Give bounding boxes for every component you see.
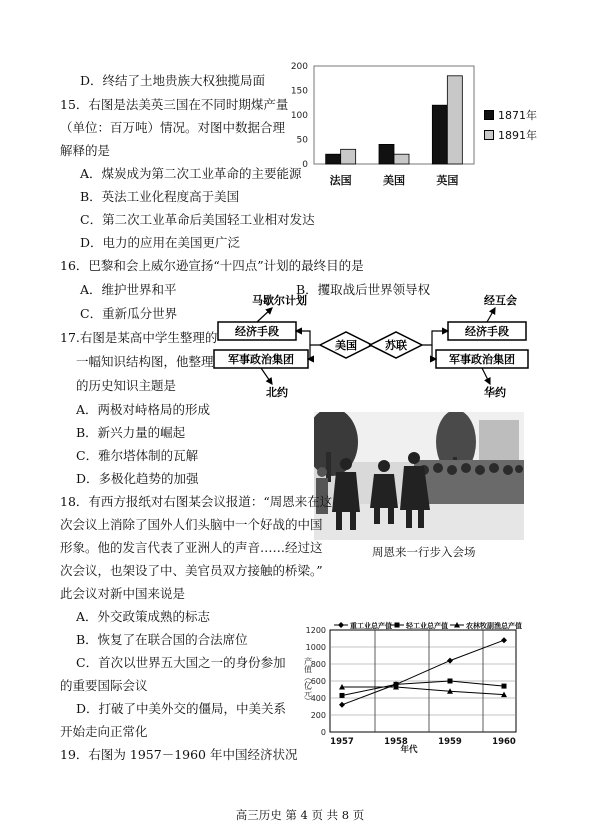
point-重工业总产值 [501, 637, 507, 643]
q15-option-c: C．第二次工业革命后美国轻工业相对发达 [80, 212, 315, 227]
point-重工业总产值 [447, 658, 453, 664]
label-comecon: 经互会 [484, 294, 517, 307]
coal-production-bar-chart [284, 56, 484, 192]
q16-option-c: C．重新瓜分世界 [80, 306, 178, 321]
q17-option-c: C．雅尔塔体制的瓦解 [76, 448, 199, 463]
label-marshall-plan: 马歇尔计划 [252, 294, 307, 307]
y-tick-label: 1200 [305, 626, 326, 635]
legend-marker [338, 622, 344, 628]
arrow-to-marshall [257, 308, 272, 322]
y-tick-label: 50 [296, 135, 308, 146]
q17-stem-line: 17.右图是某高中学生整理的 [60, 330, 218, 345]
q17-option-d: D．多极化趋势的加强 [76, 471, 199, 486]
q17-stem-line: 一幅知识结构图，他整理 [76, 354, 214, 369]
q15-stem-line: （单位：百万吨）情况。对图中数据合理 [60, 120, 286, 135]
chart1-legend [484, 107, 537, 147]
bar-1871年-美国 [379, 144, 394, 164]
box-econ-right-label: 经济手段 [465, 325, 509, 338]
box-mil-right-label: 军事政治集团 [449, 353, 515, 366]
arrow-to-comecon [487, 308, 495, 322]
x-axis-label: 年代 [400, 745, 418, 754]
box-mil-left-label: 军事政治集团 [228, 353, 294, 366]
bar-1871年-英国 [432, 105, 447, 164]
x-tick-label: 1960 [492, 737, 516, 747]
legend-label: 1891年 [498, 129, 537, 142]
q16-stem: 16．巴黎和会上威尔逊宣扬“十四点”计划的最终目的是 [60, 258, 364, 273]
page-footer: 高三历史 第 4 页 共 8 页 [235, 808, 365, 822]
q15-option-a: A．煤炭成为第二次工业革命的主要能源 [80, 166, 302, 181]
y-tick-label: 600 [310, 677, 326, 686]
y-tick-label: 400 [310, 694, 326, 703]
q18-option-d: D．打破了中美外交的僵局，中美关系 [76, 701, 287, 716]
arrow-to-warsaw [482, 368, 490, 384]
x-tick-label: 1959 [438, 737, 462, 747]
q15-stem-line: 15．右图是法美英三国在不同时期煤产量 [60, 97, 289, 112]
arrow-usa-econ [296, 331, 320, 345]
q18-option-c: C．首次以世界五大国之一的身份参加 [76, 655, 286, 670]
q14-option-d: D．终结了土地贵族大权独揽局面 [80, 73, 266, 88]
q18-option-d-cont: 开始走向正常化 [60, 724, 148, 739]
box-econ-left-label: 经济手段 [235, 325, 279, 338]
bar-1891年-英国 [447, 76, 462, 164]
q15-option-b: B．英法工业化程度高于美国 [80, 189, 240, 204]
conference-photo [314, 412, 524, 540]
q18-stem-line: 此会议对新中国来说是 [60, 586, 186, 601]
q17-stem-line: 的历史知识主题是 [76, 378, 177, 393]
knowledge-structure-diagram [210, 290, 530, 402]
legend-swatch [484, 130, 494, 140]
q18-stem-line: 次会议上消除了国外人们头脑中一个好战的中国 [60, 517, 323, 532]
x-tick-label: 1958 [384, 737, 408, 747]
legend-label: 农林牧副渔总产值 [466, 622, 522, 630]
bar-1871年-法国 [326, 154, 341, 164]
y-tick-label: 200 [290, 62, 308, 72]
legend-item-1871 [484, 107, 537, 123]
bar-1891年-法国 [341, 149, 356, 164]
y-tick-label: 1000 [305, 643, 326, 652]
point-轻工业总产值 [340, 693, 345, 698]
y-tick-label: 0 [320, 728, 326, 737]
arrow-ussr-econ [422, 331, 448, 345]
y-axis-label: 产值（亿元） [303, 657, 313, 705]
bar-1891年-美国 [394, 154, 409, 164]
legend-marker [395, 623, 400, 628]
arrow-to-nato [261, 368, 272, 384]
label-warsaw: 华约 [484, 386, 506, 399]
x-tick-label: 英国 [436, 174, 459, 187]
q18-stem-line: 次会议，也架设了中、美官员双方接触的桥梁。” [60, 563, 323, 578]
series-line-重工业总产值 [342, 640, 504, 705]
q18-option-a: A．外交政策成熟的标志 [76, 609, 211, 624]
y-tick-label: 150 [290, 86, 308, 97]
x-tick-label: 1957 [330, 737, 354, 747]
q17-option-a: A．两极对峙格局的形成 [76, 402, 211, 417]
q18-option-c-cont: 的重要国际会议 [60, 678, 148, 693]
x-tick-label: 法国 [329, 174, 352, 187]
q17-option-b: B．新兴力量的崛起 [76, 425, 186, 440]
point-轻工业总产值 [448, 679, 453, 684]
legend-swatch [484, 110, 494, 120]
legend-label: 轻工业总产值 [406, 622, 448, 630]
label-nato: 北约 [266, 386, 288, 399]
x-tick-label: 美国 [383, 174, 405, 187]
q18-stem-line: 形象。他的发言代表了亚洲人的声音……经过这 [60, 540, 323, 555]
point-重工业总产值 [339, 702, 345, 708]
legend-label: 1871年 [498, 109, 537, 122]
economy-line-chart [290, 618, 522, 754]
q18-option-b: B．恢复了在联合国的合法席位 [76, 632, 248, 647]
diamond-usa-label: 美国 [335, 339, 357, 352]
y-tick-label: 800 [310, 660, 326, 669]
q16-option-a: A．维护世界和平 [80, 282, 177, 297]
q16-option-b: B．攫取战后世界领导权 [296, 282, 431, 297]
legend-label: 重工业总产值 [350, 622, 392, 630]
q15-option-d: D．电力的应用在美国更广泛 [80, 235, 241, 250]
y-tick-label: 200 [310, 711, 326, 720]
q19-stem: 19．右图为 1957－1960 年中国经济状况 [60, 747, 298, 762]
legend-item-1891 [484, 127, 537, 143]
photo-caption: 周恩来一行步入会场 [372, 545, 476, 559]
q18-stem-line: 18．有西方报纸对右图某会议报道：“周恩来在这 [60, 494, 333, 509]
q15-stem-line: 解释的是 [60, 143, 111, 158]
y-tick-label: 100 [290, 111, 308, 121]
y-tick-label: 0 [302, 160, 308, 170]
point-轻工业总产值 [502, 684, 507, 689]
diamond-ussr-label: 苏联 [385, 339, 407, 352]
